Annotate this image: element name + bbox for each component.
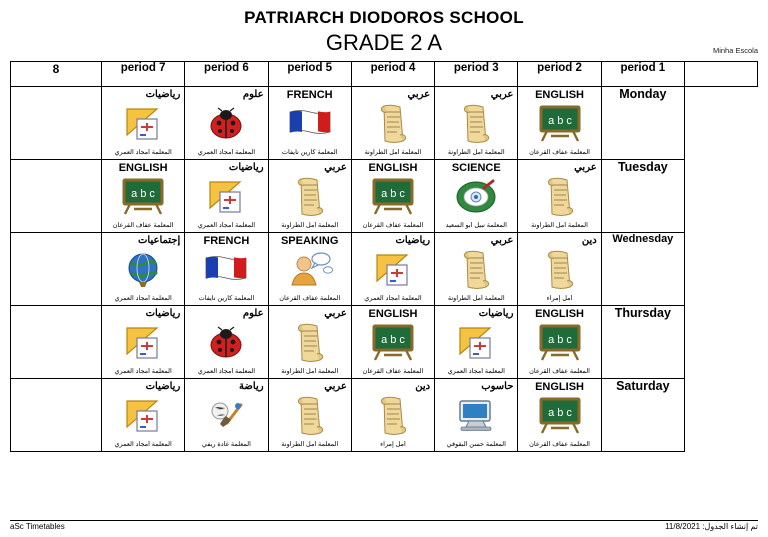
lesson-cell	[518, 306, 601, 379]
lesson-teacher: المعلمة أمل الطراونة	[364, 149, 422, 156]
lesson-cell	[518, 160, 601, 233]
day-label: Tuesday	[601, 160, 684, 233]
lesson-cell	[435, 306, 518, 379]
ladybug-icon	[185, 102, 267, 146]
lesson-subject: رياضيات	[145, 308, 181, 319]
lesson-teacher: المعلمة عفاف القرعان	[529, 149, 590, 156]
scroll-icon	[352, 102, 434, 146]
scroll-icon	[269, 175, 351, 219]
lesson-subject: رياضيات	[395, 235, 431, 246]
lesson-subject: رياضيات	[145, 381, 181, 392]
lesson-teacher: المعلمة حسن البقوفي	[446, 441, 506, 448]
day-label: Monday	[601, 87, 684, 160]
lesson-subject: إجتماعيات	[138, 235, 181, 246]
lesson-teacher: المعلمة كارين نايفات	[281, 149, 338, 156]
lesson-teacher: المعلمة عفاف القرعان	[112, 222, 174, 229]
lesson-subject: SCIENCE	[451, 162, 501, 174]
lesson-cell	[102, 379, 185, 452]
svg-text:a b c: a b c	[381, 334, 405, 346]
lesson-teacher: المعلمة عفاف القرعان	[529, 368, 590, 375]
lesson-teacher: المعلمة أمجاد العمري	[197, 149, 256, 156]
lesson-subject: عربي	[324, 162, 347, 173]
scroll-icon	[269, 394, 351, 438]
svg-text:a b c: a b c	[547, 407, 572, 419]
lesson-subject: دين	[581, 235, 597, 246]
footer-divider	[10, 520, 758, 521]
table-header-row	[11, 62, 758, 87]
timetable-body	[11, 87, 758, 452]
french-flag-icon	[185, 248, 267, 292]
lesson-subject: رياضيات	[478, 308, 514, 319]
lesson-cell-empty	[11, 379, 102, 452]
lesson-cell	[435, 87, 518, 160]
lesson-cell	[185, 379, 268, 452]
brand-label: Minha Escola	[712, 46, 758, 55]
lesson-cell	[102, 306, 185, 379]
lesson-cell	[268, 87, 351, 160]
blackboard-icon	[518, 102, 600, 146]
lesson-cell	[351, 379, 434, 452]
lesson-cell	[185, 87, 268, 160]
lesson-teacher: المعلمة غادة ريفي	[201, 441, 251, 448]
lesson-subject: ENGLISH	[535, 308, 584, 320]
lesson-cell	[268, 379, 351, 452]
day-label: Thursday	[601, 306, 684, 379]
lesson-subject: ENGLISH	[368, 308, 418, 320]
grade-title: GRADE 2 A	[325, 30, 443, 55]
lesson-cell	[268, 306, 351, 379]
lesson-teacher: المعلمة أمل الطراونة	[447, 295, 505, 302]
math-icon	[435, 321, 517, 365]
microscope-icon	[435, 175, 517, 219]
scroll-icon	[269, 321, 351, 365]
lesson-subject: دين	[415, 381, 431, 392]
table-row	[11, 160, 758, 233]
lesson-teacher: المعلمة عفاف القرعان	[279, 295, 341, 302]
lesson-subject: عربي	[490, 235, 514, 246]
footer	[0, 522, 768, 534]
lesson-cell	[351, 160, 434, 233]
lesson-cell-empty	[11, 233, 102, 306]
lesson-cell	[185, 160, 268, 233]
lesson-teacher: المعلمة أمجاد العمري	[114, 295, 172, 302]
svg-text:a b c: a b c	[381, 188, 405, 200]
table-row	[11, 87, 758, 160]
column-header-period-2: period 2	[518, 62, 601, 87]
column-header-period-7: period 7	[102, 62, 185, 87]
column-header-period-4: period 4	[351, 62, 434, 87]
blackboard-icon	[518, 394, 600, 438]
svg-text:a b c: a b c	[131, 188, 156, 200]
lesson-cell	[185, 306, 268, 379]
lesson-subject: حاسوب	[481, 381, 514, 392]
lesson-cell	[435, 160, 518, 233]
table-row	[11, 379, 758, 452]
lesson-teacher: أمل إمراء	[380, 441, 406, 448]
column-header-period-1: period 1	[601, 62, 684, 87]
lesson-teacher: المعلمة أمجاد العمري	[114, 441, 172, 448]
table-row	[11, 233, 758, 306]
lesson-cell-empty	[11, 87, 102, 160]
lesson-teacher: المعلمة أمجاد العمري	[114, 149, 172, 156]
lesson-subject: FRENCH	[203, 235, 250, 247]
table-row	[11, 306, 758, 379]
lesson-teacher: المعلمة أمجاد العمري	[364, 295, 422, 302]
lesson-cell	[351, 87, 434, 160]
lesson-cell	[102, 160, 185, 233]
math-icon	[352, 248, 434, 292]
lesson-cell	[435, 379, 518, 452]
column-header-period-3: period 3	[435, 62, 518, 87]
scroll-icon	[435, 248, 517, 292]
blackboard-icon	[352, 321, 434, 365]
title-block	[0, 0, 768, 56]
lesson-teacher: المعلمة أمل الطراونة	[281, 222, 339, 229]
day-label: Wednesday	[601, 233, 684, 306]
lesson-teacher: المعلمة نبيل أبو السعيد	[445, 222, 507, 229]
lesson-cell	[518, 379, 601, 452]
lesson-subject: علوم	[242, 308, 264, 319]
lesson-teacher: المعلمة عفاف القرعان	[362, 222, 424, 229]
speaking-icon	[269, 248, 351, 292]
column-header-period-5: period 5	[268, 62, 351, 87]
lesson-subject: عربي	[324, 381, 347, 392]
ladybug-icon	[185, 321, 267, 365]
lesson-cell	[518, 87, 601, 160]
lesson-cell	[268, 160, 351, 233]
lesson-teacher: المعلمة أمجاد العمري	[447, 368, 505, 375]
lesson-teacher: المعلمة كارين نايفات	[198, 295, 255, 302]
blackboard-icon	[102, 175, 184, 219]
sports-icon	[185, 394, 267, 438]
timetable	[10, 61, 758, 452]
lesson-subject: عربي	[324, 308, 347, 319]
lesson-subject: ENGLISH	[535, 381, 584, 393]
globe-icon	[102, 248, 184, 292]
corner-header: 8	[11, 62, 102, 87]
math-icon	[185, 175, 267, 219]
lesson-subject: SPEAKING	[280, 235, 339, 247]
lesson-teacher: أمل إمراء	[546, 295, 573, 302]
lesson-teacher: المعلمة أمل الطراونة	[531, 222, 588, 229]
lesson-subject: ENGLISH	[118, 162, 168, 174]
lesson-subject: رياضيات	[145, 89, 181, 100]
lesson-teacher: المعلمة أمل الطراونة	[447, 149, 505, 156]
lesson-cell	[351, 233, 434, 306]
lesson-subject: علوم	[242, 89, 264, 100]
lesson-teacher: المعلمة أمجاد العمري	[197, 368, 256, 375]
blackboard-icon	[518, 321, 600, 365]
svg-text:a b c: a b c	[547, 334, 572, 346]
lesson-subject: FRENCH	[286, 89, 333, 101]
lesson-cell	[351, 306, 434, 379]
lesson-teacher: المعلمة أمجاد العمري	[114, 368, 172, 375]
math-icon	[102, 102, 184, 146]
lesson-subject: رياضة	[239, 381, 264, 392]
lesson-cell-empty	[11, 306, 102, 379]
lesson-teacher: المعلمة أمل الطراونة	[281, 368, 339, 375]
scroll-icon	[518, 175, 600, 219]
footer-generated-date: تم إنشاء الجدول: 11/8/2021	[665, 522, 758, 531]
scroll-icon	[352, 394, 434, 438]
lesson-subject: ENGLISH	[368, 162, 418, 174]
computer-icon	[435, 394, 517, 438]
lesson-cell	[102, 233, 185, 306]
lesson-cell	[185, 233, 268, 306]
lesson-cell	[518, 233, 601, 306]
lesson-subject: ENGLISH	[535, 89, 584, 101]
lesson-teacher: المعلمة أمل الطراونة	[281, 441, 339, 448]
math-icon	[102, 321, 184, 365]
lesson-teacher: المعلمة عفاف القرعان	[529, 441, 590, 448]
blackboard-icon	[352, 175, 434, 219]
svg-text:a b c: a b c	[547, 115, 572, 127]
footer-app-name: aSc Timetables	[10, 522, 65, 531]
lesson-cell	[268, 233, 351, 306]
day-label: Saturday	[601, 379, 684, 452]
french-flag-icon	[269, 102, 351, 146]
lesson-subject: رياضيات	[228, 162, 264, 173]
scroll-icon	[435, 102, 517, 146]
scroll-icon	[518, 248, 600, 292]
lesson-cell	[102, 87, 185, 160]
school-title: PATRIARCH DIODOROS SCHOOL	[244, 8, 524, 27]
lesson-subject: عربي	[574, 162, 597, 173]
math-icon	[102, 394, 184, 438]
column-header-period-6: period 6	[185, 62, 268, 87]
lesson-cell	[435, 233, 518, 306]
lesson-teacher: المعلمة عفاف القرعان	[362, 368, 424, 375]
lesson-teacher: المعلمة أمجاد العمري	[197, 222, 256, 229]
day-column-header	[685, 62, 758, 87]
lesson-subject: عربي	[490, 89, 514, 100]
lesson-subject: عربي	[407, 89, 431, 100]
lesson-cell-empty	[11, 160, 102, 233]
